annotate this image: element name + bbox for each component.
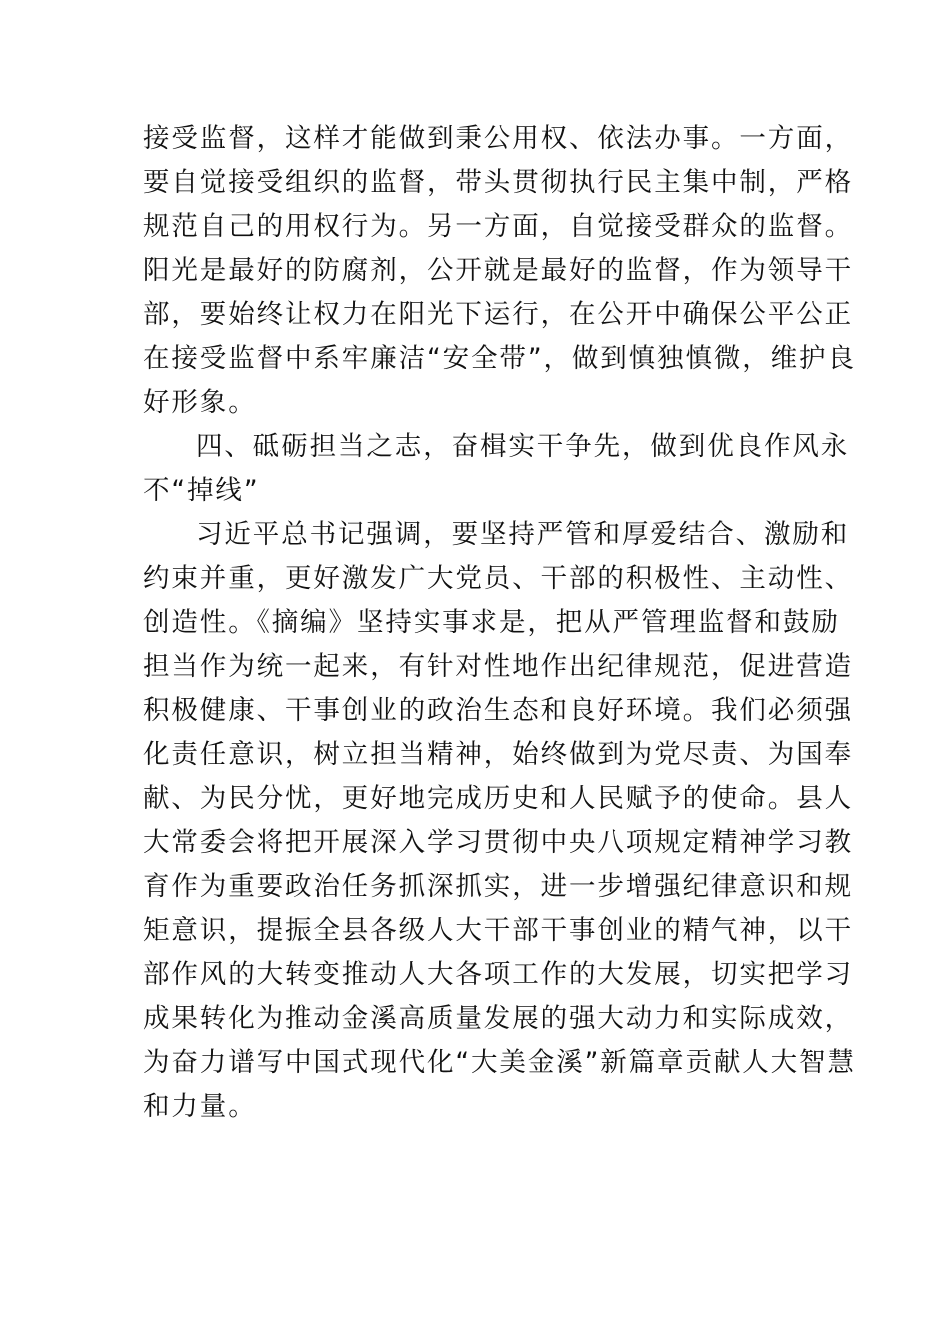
text-line: 习近平总书记强调，要坚持严管和厚爱结合、激励和	[196, 519, 850, 550]
section-heading-four	[143, 425, 850, 513]
text-line: 要自觉接受组织的监督，带头贯彻执行民主集中制，严格	[143, 167, 853, 198]
text-line: 在接受监督中系牢廉洁“安全带”，做到慎独慎微，维护良	[143, 343, 856, 374]
text-line: 献、为民分忧，更好地完成历史和人民赋予的使命。县人	[143, 783, 853, 814]
text-line: 和力量。	[143, 1091, 257, 1122]
text-line: 为奋力谱写中国式现代化“大美金溪”新篇章贡献人大智慧	[143, 1047, 856, 1078]
text-line: 部，要始终让权力在阳光下运行，在公开中确保公平公正	[143, 299, 853, 330]
heading-line: 四、砥砺担当之志，奋楫实干争先，做到优良作风永	[196, 431, 850, 462]
text-line: 化责任意识，树立担当精神，始终做到为党尽责、为国奉	[143, 739, 853, 770]
text-line: 阳光是最好的防腐剂，公开就是最好的监督，作为领导干	[143, 255, 853, 286]
text-line: 好形象。	[143, 387, 257, 418]
document-page	[143, 117, 856, 1129]
paragraph-supervision-continued	[143, 117, 856, 425]
text-line: 育作为重要政治任务抓深抓实，进一步增强纪律意识和规	[143, 871, 853, 902]
text-line: 约束并重，更好激发广大党员、干部的积极性、主动性、	[143, 563, 853, 594]
text-line: 积极健康、干事创业的政治生态和良好环境。我们必须强	[143, 695, 853, 726]
text-line: 担当作为统一起来，有针对性地作出纪律规范，促进营造	[143, 651, 853, 682]
heading-line: 不“掉线”	[143, 475, 260, 506]
text-line: 接受监督，这样才能做到秉公用权、依法办事。一方面，	[143, 123, 853, 154]
text-line: 矩意识，提振全县各级人大干部干事创业的精气神，以干	[143, 915, 853, 946]
text-line: 创造性。《摘编》坚持实事求是，把从严管理监督和鼓励	[143, 607, 840, 638]
paragraph-responsibility	[143, 513, 856, 1129]
text-line: 大常委会将把开展深入学习贯彻中央八项规定精神学习教	[143, 827, 853, 858]
text-line: 成果转化为推动金溪高质量发展的强大动力和实际成效，	[143, 1003, 853, 1034]
text-line: 规范自己的用权行为。另一方面，自觉接受群众的监督。	[143, 211, 853, 242]
text-line: 部作风的大转变推动人大各项工作的大发展，切实把学习	[143, 959, 853, 990]
